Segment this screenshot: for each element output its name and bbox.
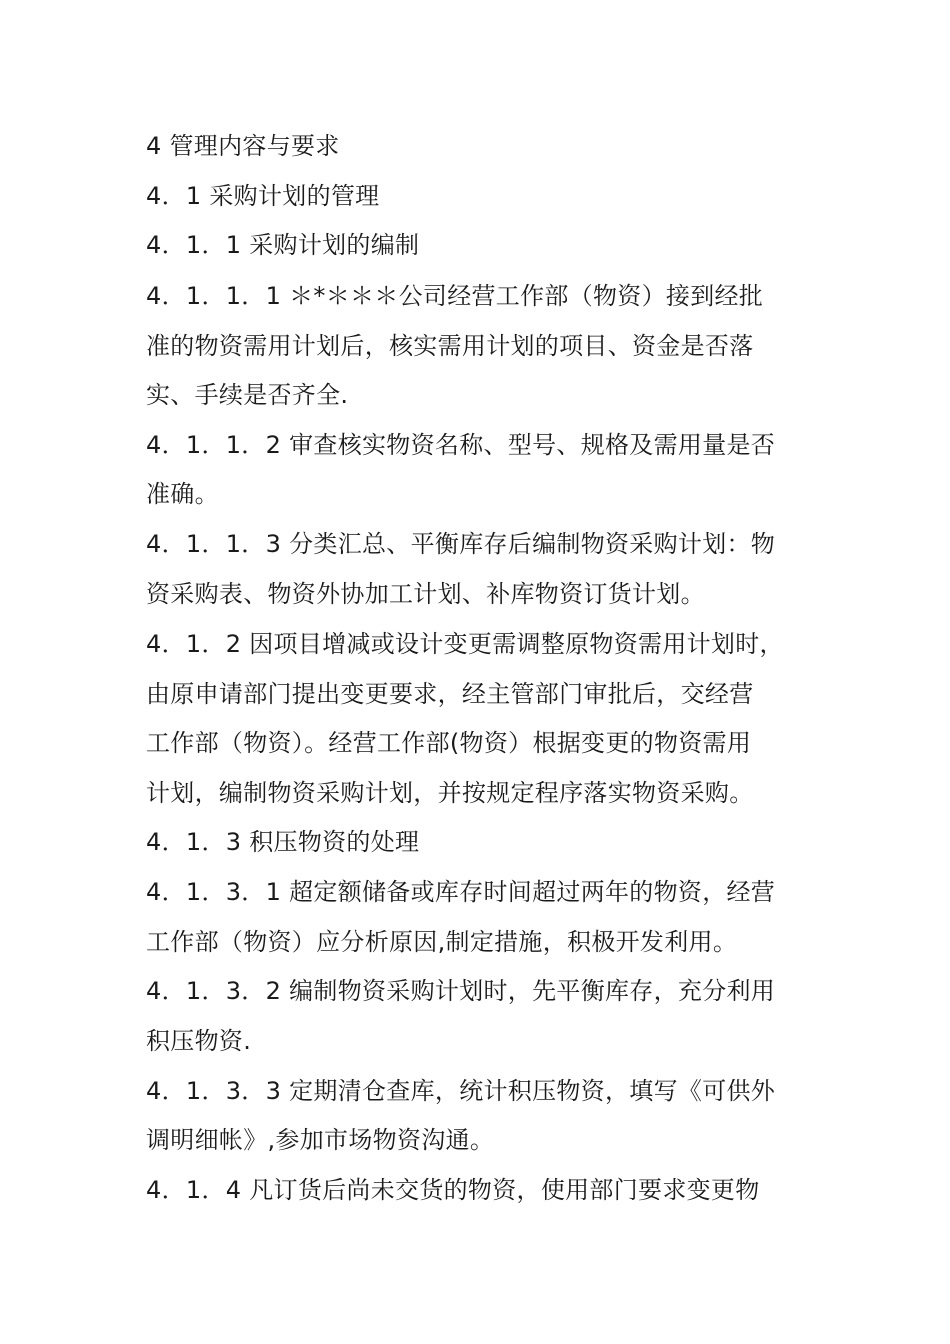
paragraph-line: 准确。 <box>146 480 219 508</box>
paragraph-line: 积压物资. <box>146 1027 252 1055</box>
paragraph-line: 4．1．1．1 ＊*＊＊＊公司经营工作部（物资）接到经批 <box>146 282 764 310</box>
paragraph-line: 准的物资需用计划后，核实需用计划的项目、资金是否落 <box>146 332 754 360</box>
paragraph-line: 由原申请部门提出变更要求，经主管部门审批后，交经营 <box>146 680 754 708</box>
paragraph-line: 调明细帐》,参加市场物资沟通。 <box>146 1126 495 1154</box>
section-heading: 4 管理内容与要求 <box>146 132 340 160</box>
paragraph-line: 4．1．3．2 编制物资采购计划时，先平衡库存，充分利用 <box>146 977 776 1005</box>
paragraph-line: 4．1．4 凡订货后尚未交货的物资，使用部门要求变更物 <box>146 1176 760 1204</box>
paragraph-line: 实、手续是否齐全. <box>146 381 349 409</box>
paragraph-line: 工作部（物资）。经营工作部(物资）根据变更的物资需用 <box>146 729 752 757</box>
paragraph-line: 4．1．3．1 超定额储备或库存时间超过两年的物资，经营 <box>146 878 776 906</box>
paragraph-line: 4．1．1．2 审查核实物资名称、型号、规格及需用量是否 <box>146 431 776 459</box>
paragraph-line: 4．1．3．3 定期清仓查库，统计积压物资，填写《可供外 <box>146 1077 776 1105</box>
subsection-heading: 4．1．1 采购计划的编制 <box>146 231 420 259</box>
paragraph-line: 4．1．1．3 分类汇总、平衡库存后编制物资采购计划：物 <box>146 530 776 558</box>
subsection-heading: 4．1．3 积压物资的处理 <box>146 828 420 856</box>
paragraph-line: 4．1．2 因项目增减或设计变更需调整原物资需用计划时， <box>146 630 784 658</box>
paragraph-line: 资采购表、物资外协加工计划、补库物资订货计划。 <box>146 580 705 608</box>
paragraph-line: 工作部（物资）应分析原因,制定措施，积极开发利用。 <box>146 928 738 956</box>
paragraph-line: 计划，编制物资采购计划，并按规定程序落实物资采购。 <box>146 779 754 807</box>
subsection-heading: 4．1 采购计划的管理 <box>146 182 380 210</box>
